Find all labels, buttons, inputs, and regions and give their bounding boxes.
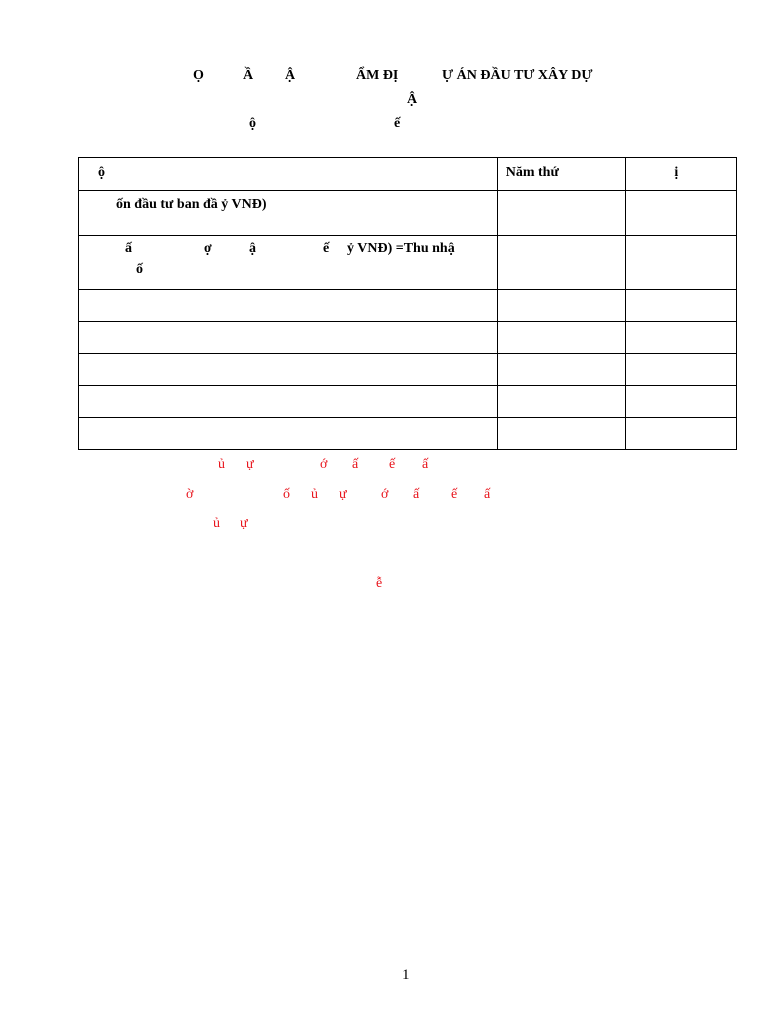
table-cell (626, 418, 737, 450)
row-label-fragment: ợ (204, 241, 212, 256)
table-cell (497, 236, 626, 290)
note-fragment: ủ (213, 516, 220, 531)
header-cell (79, 158, 498, 191)
table-cell (79, 191, 498, 236)
header-label: ị (674, 165, 679, 180)
note-fragment: ế (451, 487, 458, 502)
table-row (79, 386, 737, 418)
table-cell (626, 354, 737, 386)
table-row (79, 290, 737, 322)
title-fragment: ẨM ĐỊ (356, 68, 399, 83)
row-label-fragment: ố (136, 262, 143, 277)
title-fragment: Ự ÁN ĐẦU TƯ XÂY DỰ (442, 68, 593, 83)
note-fragment: ấ (352, 457, 359, 472)
subtitle-fragment: ế (394, 116, 401, 131)
header-label: ộ (98, 165, 105, 180)
table-row (79, 418, 737, 450)
note-fragment: ự (246, 457, 254, 472)
note-fragment: ủ (218, 457, 225, 472)
row-label: ốn đầu tư ban đầ ỷ VNĐ) (116, 197, 267, 212)
table-cell (497, 386, 626, 418)
note-fragment: ờ (186, 487, 194, 502)
table-row (79, 191, 737, 236)
title-fragment: Ầ (243, 68, 254, 83)
table-cell (497, 418, 626, 450)
note-fragment: ự (339, 487, 347, 502)
table-cell (79, 236, 498, 290)
note-fragment: ấ (422, 457, 429, 472)
note-fragment: ớ (381, 487, 389, 502)
note-fragment: ế (389, 457, 396, 472)
table-cell (79, 386, 498, 418)
header-cell (626, 158, 737, 191)
row-label-fragment: ậ (249, 241, 256, 256)
subtitle-fragment: ộ (249, 116, 256, 131)
table-row (79, 322, 737, 354)
table-cell (79, 290, 498, 322)
table-cell (497, 322, 626, 354)
row-label-fragment: ấ (125, 241, 132, 256)
table-cell (497, 290, 626, 322)
table-cell (626, 322, 737, 354)
table-cell (79, 418, 498, 450)
table-cell (79, 322, 498, 354)
header-label-year: Năm thứ (505, 165, 559, 180)
table-cell (497, 354, 626, 386)
note-fragment: ự (240, 516, 248, 531)
row-label-fragment: ế (323, 241, 330, 256)
subtitle: Ậ (407, 92, 418, 107)
table-row (79, 236, 737, 290)
page-number: 1 (402, 967, 410, 983)
row-label-fragment: ỷ VNĐ) =Thu nhậ (347, 241, 455, 256)
note-fragment: ấ (413, 487, 420, 502)
table-cell (626, 191, 737, 236)
table-cell (497, 191, 626, 236)
table-cell (626, 386, 737, 418)
note-fragment: ố (283, 487, 290, 502)
note-fragment: ủ (311, 487, 318, 502)
table-cell (626, 236, 737, 290)
table-row (79, 354, 737, 386)
table-cell (79, 354, 498, 386)
title-fragment: Ậ (285, 68, 296, 83)
note-fragment: ớ (320, 457, 328, 472)
table-cell (626, 290, 737, 322)
header-cell (497, 158, 626, 191)
note-fragment: ễ (376, 576, 383, 591)
title-fragment: Ọ (193, 68, 204, 83)
data-table (78, 157, 737, 450)
note-fragment: ấ (484, 487, 491, 502)
table-header-row (79, 158, 737, 191)
